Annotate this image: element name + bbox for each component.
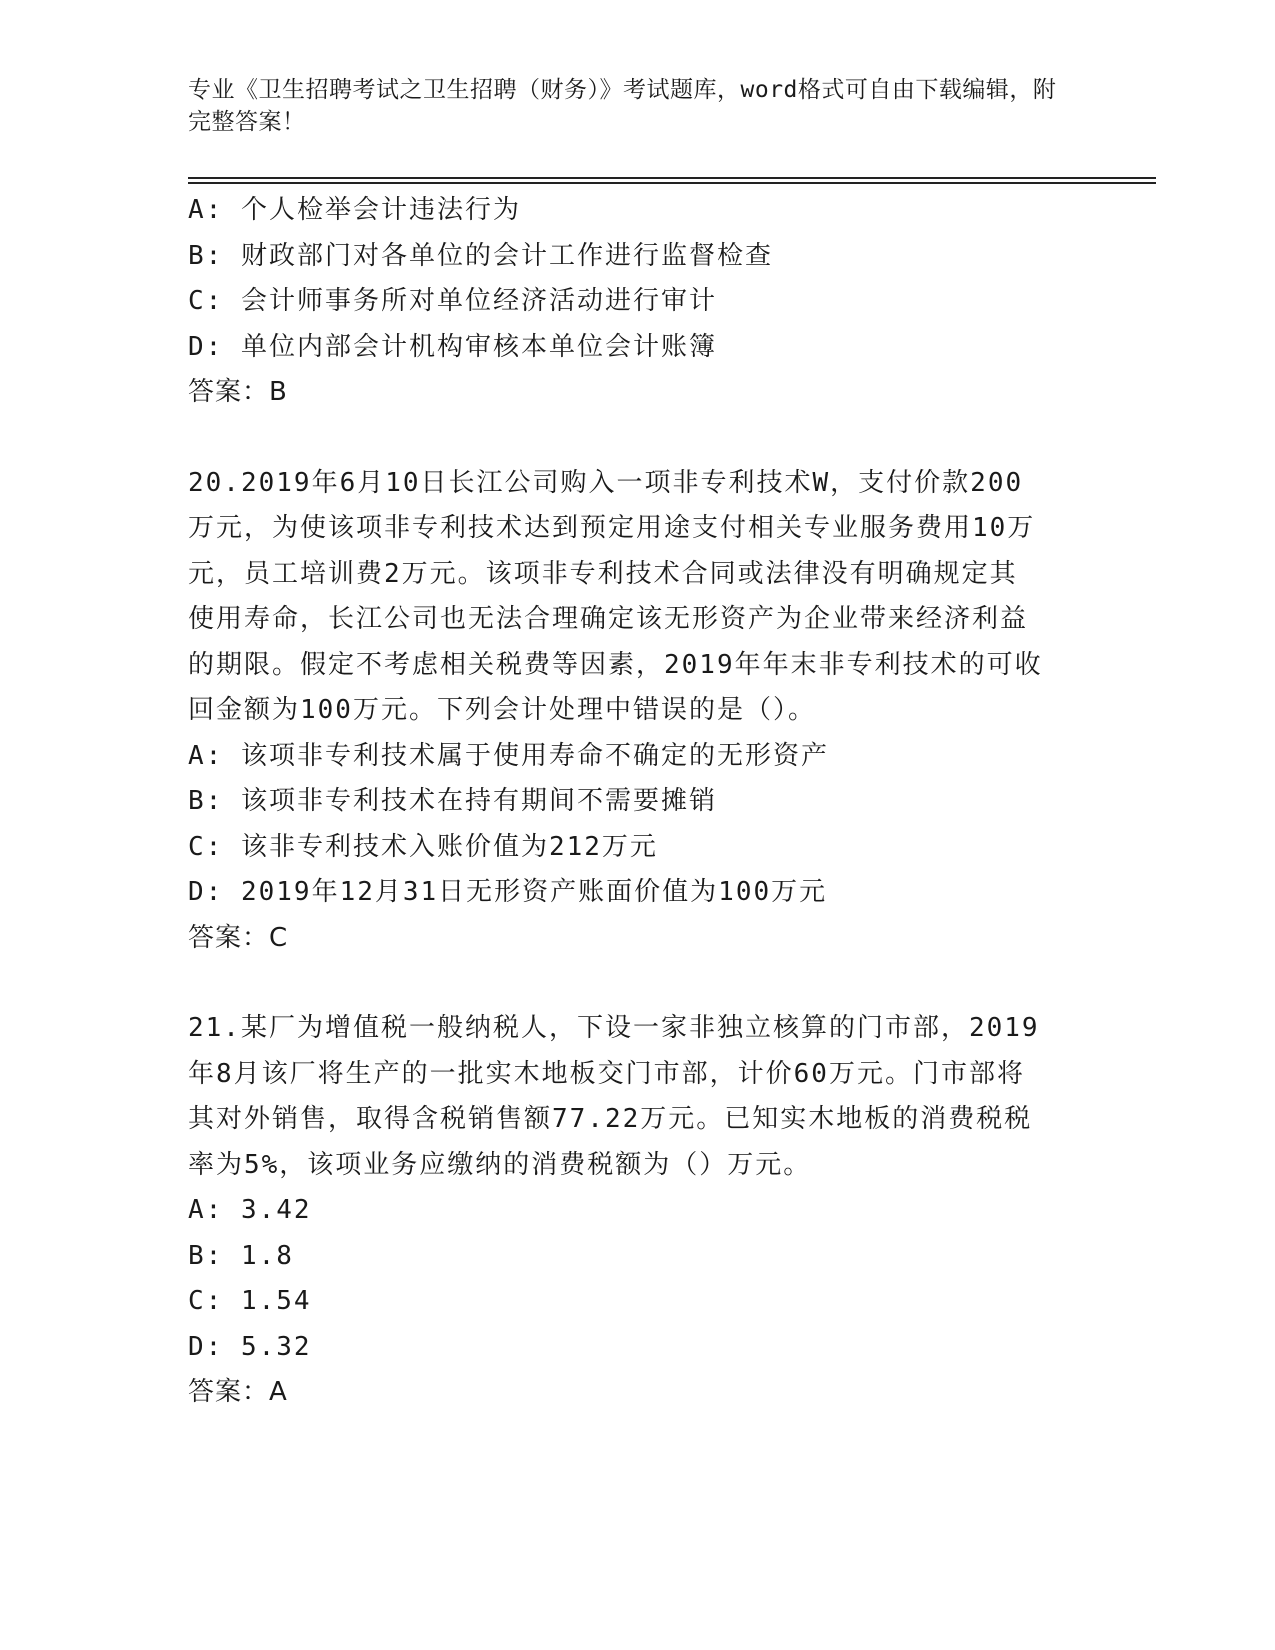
question-19-block [188, 188, 1068, 416]
option-c: C: 1.54 [188, 1286, 312, 1316]
question-text-line: 20.2019年6月10日长江公司购入一项非专利技术W，支付价款200 [188, 467, 1024, 498]
question-content [188, 188, 1068, 1416]
question-text-line: 万元，为使该项非专利技术达到预定用途支付相关专业服务费用10万 [188, 513, 1036, 543]
question-text-line: 年8月该厂将生产的一批实木地板交门市部，计价60万元。门市部将 [188, 1058, 1025, 1089]
question-text-line: 回金额为100万元。下列会计处理中错误的是（）。 [188, 695, 816, 725]
answer-label: 答案：A [188, 1377, 288, 1407]
option-d: D: 单位内部会计机构审核本单位会计账簿 [188, 331, 717, 362]
option-b: B: 该项非专利技术在持有期间不需要摊销 [188, 786, 717, 816]
question-text-line: 21.某厂为增值税一般纳税人，下设一家非独立核算的门市部，2019 [188, 1013, 1040, 1043]
answer-label: 答案：C [188, 922, 289, 953]
question-text-line: 使用寿命，长江公司也无法合理确定该无形资产为企业带来经济利益 [188, 604, 1029, 634]
option-b: B: 财政部门对各单位的会计工作进行监督检查 [188, 240, 773, 271]
question-20-block [188, 461, 1068, 962]
option-c: C: 会计师事务所对单位经济活动进行审计 [188, 286, 717, 316]
option-a: A: 3.42 [188, 1195, 312, 1225]
question-text-line: 率为5%，该项业务应缴纳的消费税额为（）万元。 [188, 1149, 812, 1180]
option-a: A: 该项非专利技术属于使用寿命不确定的无形资产 [188, 740, 829, 771]
spacer [188, 416, 1068, 461]
option-c: C: 该非专利技术入账价值为212万元 [188, 831, 658, 862]
option-d: D: 2019年12月31日无形资产账面价值为100万元 [188, 877, 828, 907]
document-header: 专业《卫生招聘考试之卫生招聘（财务）》考试题库，word格式可自由下载编辑，附完整答案！ [188, 77, 1057, 135]
option-d: D: 5.32 [188, 1331, 312, 1362]
answer-label: 答案：B [188, 377, 288, 407]
option-a: A: 个人检举会计违法行为 [188, 195, 521, 225]
question-21-block [188, 1006, 1068, 1416]
option-b: B: 1.8 [188, 1240, 294, 1271]
question-text-line: 元，员工培训费2万元。该项非专利技术合同或法律没有明确规定其 [188, 558, 1018, 589]
question-text-line: 其对外销售，取得含税销售额77.22万元。已知实木地板的消费税税 [188, 1104, 1033, 1134]
header-divider-bottom [188, 182, 1156, 184]
header-divider-top [188, 177, 1156, 179]
spacer [188, 961, 1068, 1006]
question-text-line: 的期限。假定不考虑相关税费等因素，2019年年末非专利技术的可收 [188, 649, 1043, 680]
